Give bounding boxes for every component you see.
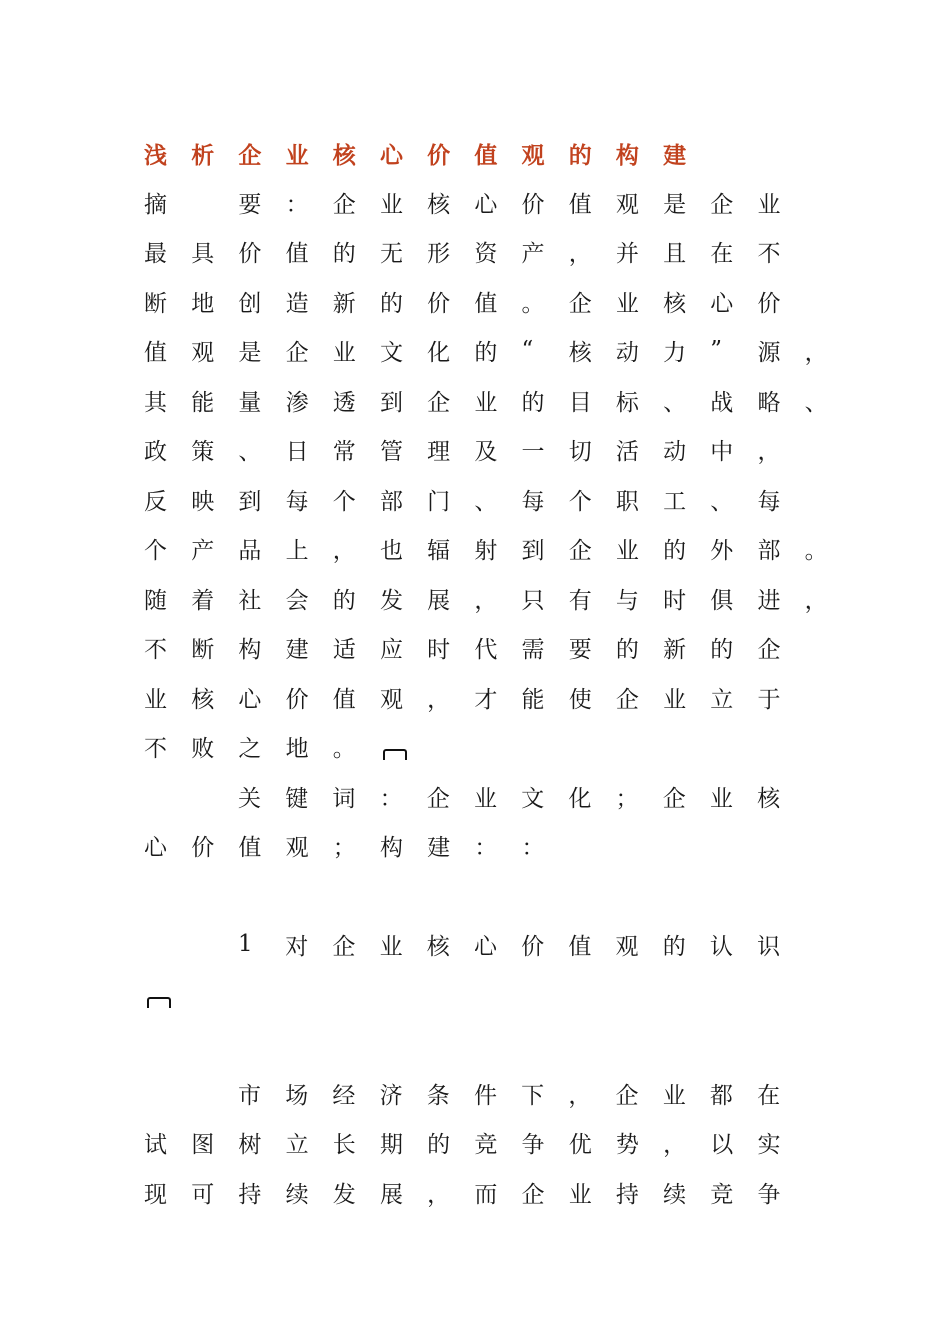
document-title: 浅 析 企 业 核 心 价 值 观 的 构 建 (144, 141, 687, 169)
keywords-line-1: 关 键 词 ： 企 业 文 化 ； 企 业 核 (238, 785, 781, 812)
abstract-line-9: 随 着 社 会 的 发 展 ， 只 有 与 时 俱 进 ， (144, 587, 828, 614)
body-line-1: 市 场 经 济 条 件 下 ， 企 业 都 在 (238, 1082, 781, 1109)
abstract-line-4: 值 观 是 企 业 文 化 的 “ 核 动 力 ” 源 ， (144, 337, 828, 366)
abstract-line-3: 断 地 创 造 新 的 价 值 。 企 业 核 心 价 (144, 290, 781, 317)
abstract-line-8: 个 产 品 上 ， 也 辐 射 到 企 业 的 外 部 。 (144, 537, 828, 564)
abstract-line-12: 不 败 之 地 。 (144, 735, 356, 762)
section-heading: 1 对 企 业 核 心 价 值 观 的 认 识 (238, 931, 781, 960)
abstract-line-6: 政 策 、 日 常 管 理 及 一 切 活 动 中 ， (144, 438, 781, 465)
abstract-line-10: 不 断 构 建 适 应 时 代 需 要 的 新 的 企 (144, 636, 781, 663)
bracket-mark (383, 749, 407, 760)
body-line-3: 现 可 持 续 发 展 ， 而 企 业 持 续 竞 争 (144, 1181, 781, 1208)
abstract-line-5: 其 能 量 渗 透 到 企 业 的 目 标 、 战 略 、 (144, 389, 828, 416)
bracket-mark (147, 997, 171, 1008)
abstract-line-2: 最 具 价 值 的 无 形 资 产 ， 并 且 在 不 (144, 240, 781, 267)
abstract-line-7: 反 映 到 每 个 部 门 、 每 个 职 工 、 每 (144, 488, 781, 515)
body-line-2: 试 图 树 立 长 期 的 竞 争 优 势 ， 以 实 (144, 1131, 781, 1158)
abstract-line-11: 业 核 心 价 值 观 ， 才 能 使 企 业 立 于 (144, 686, 781, 713)
abstract-line-1: 摘 要 ： 企 业 核 心 价 值 观 是 企 业 (144, 191, 781, 218)
keywords-line-2: 心 价 值 观 ； 构 建 ： ： (144, 834, 545, 861)
